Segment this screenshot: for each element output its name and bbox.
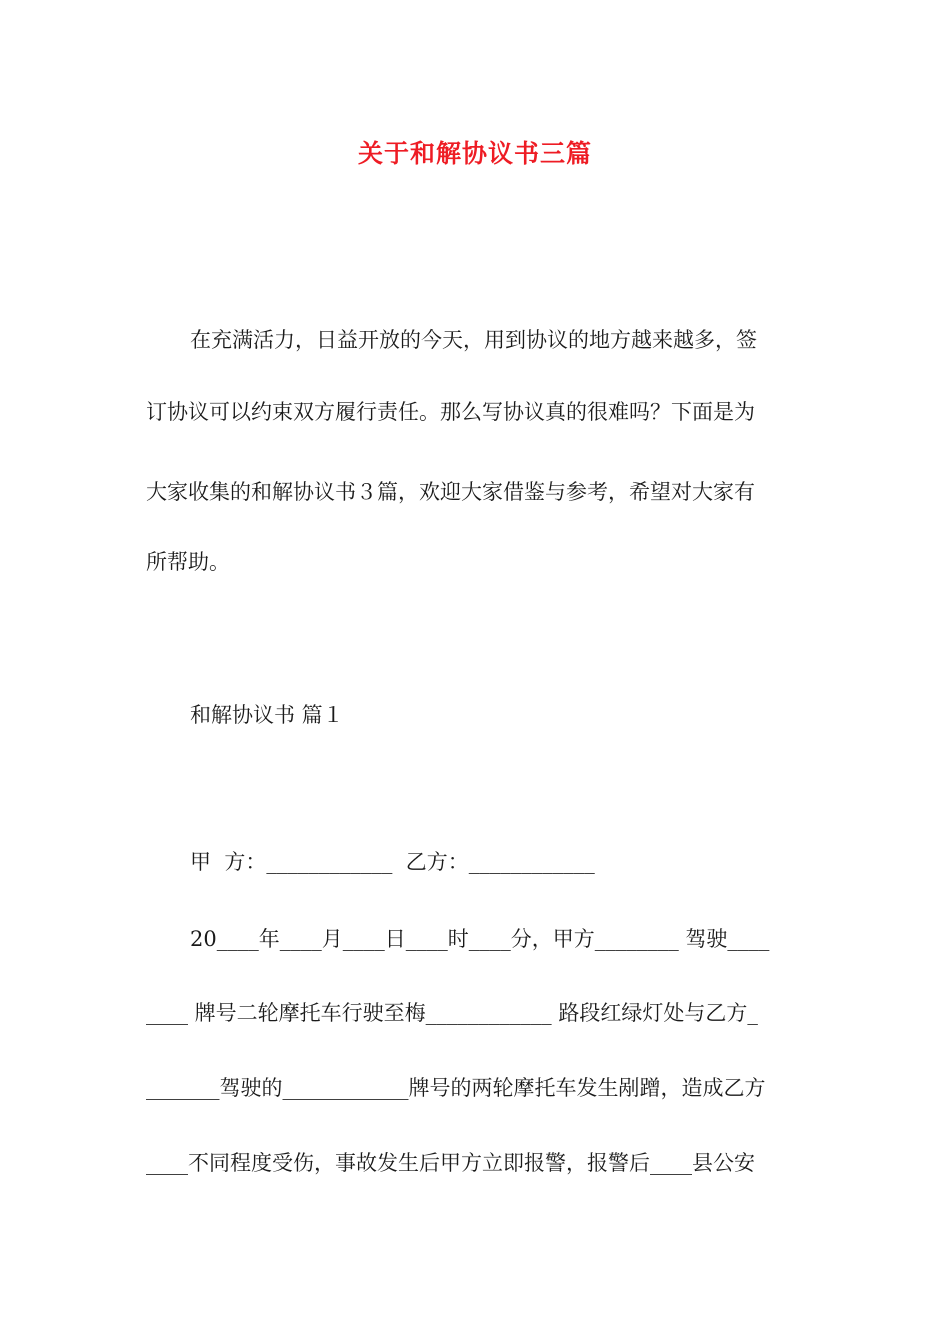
party-line: 甲 方：____________ 乙方：____________	[190, 850, 595, 874]
body-line-2: ____ 牌号二轮摩托车行驶至梅____________ 路段红绿灯处与乙方_	[146, 1001, 758, 1025]
intro-line-3: 大家收集的和解协议书３篇，欢迎大家借鉴与参考，希望对大家有	[146, 480, 755, 504]
intro-line-2: 订协议可以约束双方履行责任。那么写协议真的很难吗？下面是为	[146, 400, 755, 424]
section-heading: 和解协议书 篇１	[190, 703, 344, 727]
document-title: 关于和解协议书三篇	[357, 139, 592, 168]
body-line-4: ____不同程度受伤，事故发生后甲方立即报警，报警后____县公安	[146, 1151, 755, 1175]
intro-line-1: 在充满活力，日益开放的今天，用到协议的地方越来越多，签	[190, 328, 757, 352]
body-line-3: _______驾驶的____________牌号的两轮摩托车发生剐蹭，造成乙方	[146, 1076, 766, 1100]
intro-line-4: 所帮助。	[146, 550, 230, 574]
body-line-1: 20____年____月____日____时____分，甲方________ 驾驶____	[190, 927, 770, 951]
